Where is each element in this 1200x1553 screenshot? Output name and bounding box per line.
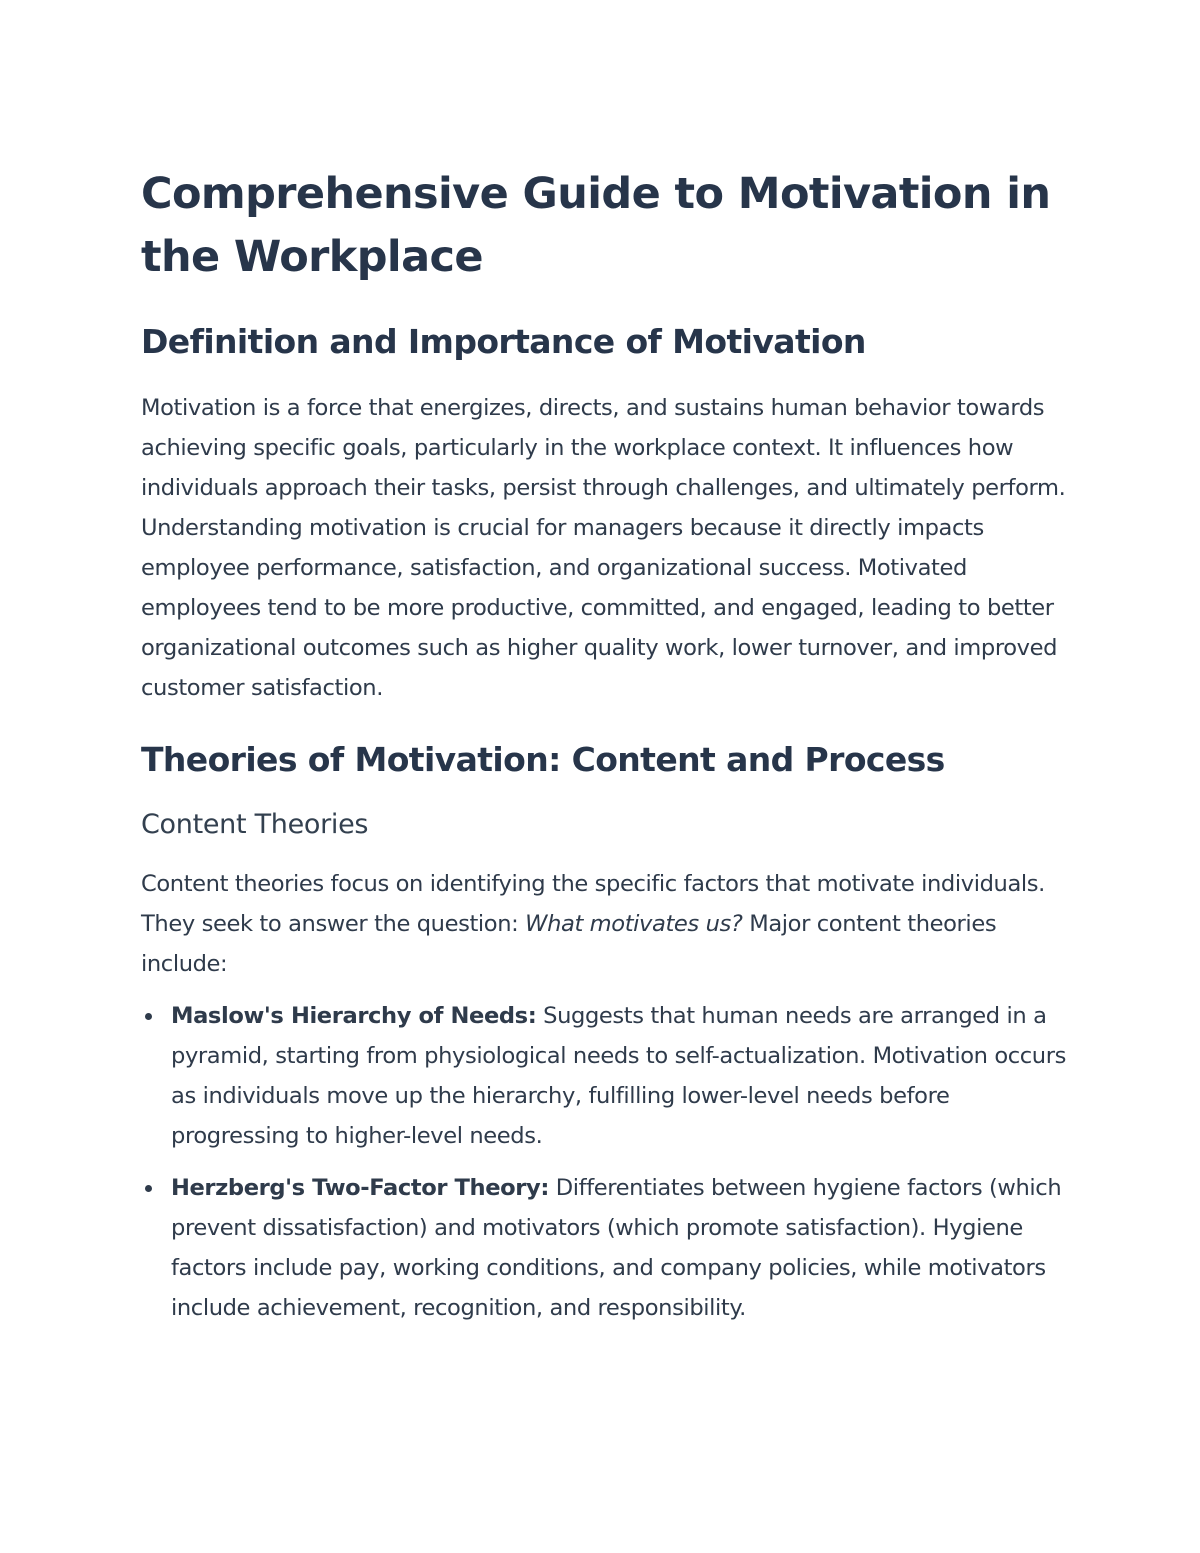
content-theories-paragraph — [141, 864, 1066, 984]
definition-paragraph: Motivation is a force that energizes, directs, and sustains human behavior towards achieving specific goals, particularly in the workplace context. It influences how individuals approach their tasks, persist through challenges, and ultimately perform. Understanding motivation is crucial for managers because it directly impacts employee performance, satisfaction, and organizational success. Motivated employees tend to be more productive, committed, and engaged, leading to better organizational outcomes such as higher quality work, lower turnover, and improved customer satisfaction. — [141, 395, 1066, 701]
list-item-maslow — [141, 996, 1066, 1156]
list-item-term: Herzberg's Two-Factor Theory: — [171, 1175, 549, 1201]
content-theories-intro-text: Content theories focus on identifying the specific factors that motivate individuals. They seek to answer the question: — [141, 871, 1045, 937]
content-theories-intro-end: Major content theories include: — [141, 911, 997, 977]
content-theories-question: What motivates us? — [525, 911, 743, 937]
document-page — [141, 163, 1066, 1340]
list-item-term: Maslow's Hierarchy of Needs: — [171, 1003, 537, 1029]
section-heading-definition: Definition and Importance of Motivation — [141, 322, 866, 361]
section-heading-theories: Theories of Motivation: Content and Process — [141, 740, 945, 779]
bullet-icon — [145, 1185, 152, 1192]
list-item-text: Differentiates between hygiene factors (which prevent dissatisfaction) and motivators (which promote satisfaction). Hygiene factors include pay, working conditions, and company policies, while motivators include achievement, recognition, and responsibility. — [171, 1175, 1062, 1321]
subsection-heading-content-theories: Content Theories — [141, 809, 369, 840]
list-item-herzberg — [141, 1168, 1066, 1328]
list-item-text: Suggests that human needs are arranged in a pyramid, starting from physiological needs to self-actualization. Motivation occurs as individuals move up the hierarchy, fulfilling lower-level needs before progressing to higher-level needs. — [171, 1003, 1066, 1149]
document-title: Comprehensive Guide to Motivation in the Workplace — [141, 169, 1051, 282]
bullet-icon — [145, 1013, 152, 1020]
content-theories-list — [141, 996, 1066, 1328]
